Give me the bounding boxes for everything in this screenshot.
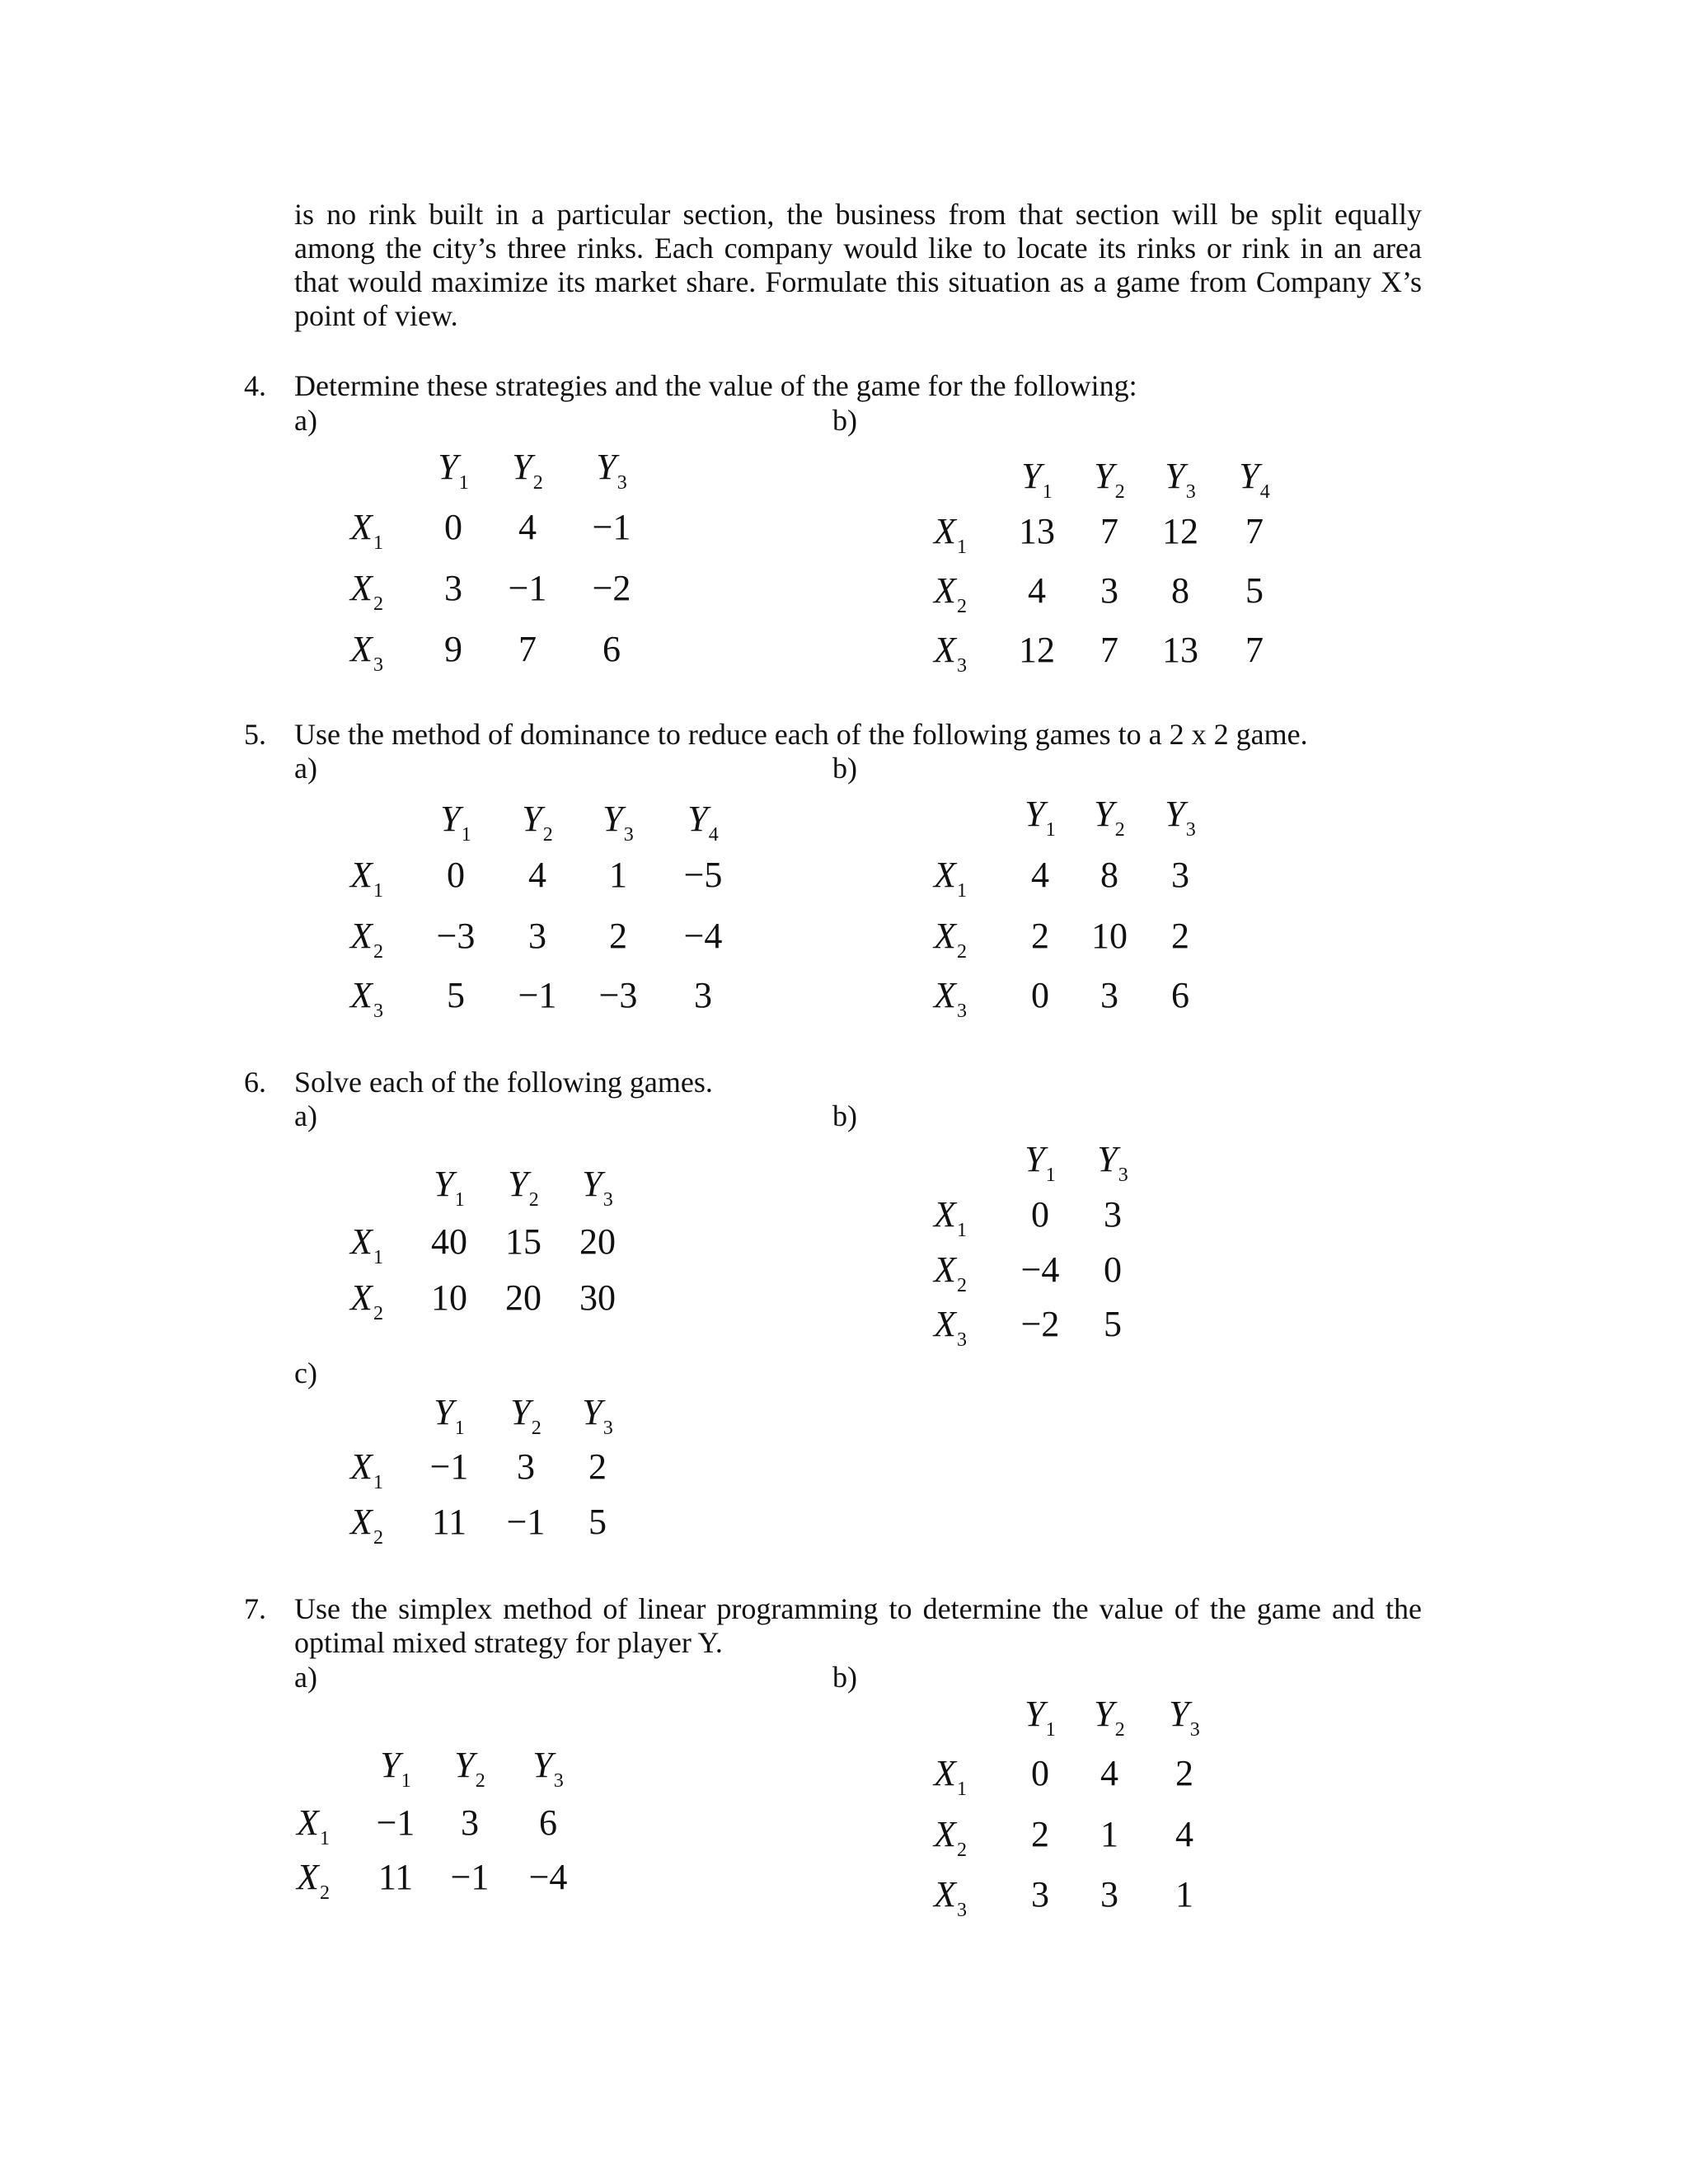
row-header: $X_1$ <box>934 855 967 902</box>
column-header: $Y_3$ <box>603 799 634 846</box>
payoff-cell: 2 <box>1175 1753 1193 1793</box>
payoff-cell: 7 <box>1100 511 1118 551</box>
payoff-cell: 7 <box>518 629 537 669</box>
column-header: $Y_3$ <box>1165 456 1196 503</box>
payoff-cell: 0 <box>444 507 462 547</box>
payoff-cell: 3 <box>694 975 712 1015</box>
payoff-cell: 20 <box>579 1221 616 1262</box>
payoff-cell: 9 <box>444 629 462 669</box>
payoff-cell: −5 <box>683 855 723 895</box>
question-4-text: Determine these strategies and the value of the game for the following: <box>294 369 1137 402</box>
row-header: $X_1$ <box>297 1802 330 1849</box>
question-7-line: Use the simplex method of linear programming to determine the value of the game and the <box>294 1592 1422 1625</box>
payoff-cell: 5 <box>588 1502 607 1542</box>
payoff-cell: 12 <box>1019 630 1055 670</box>
row-header: $X_2$ <box>934 570 967 617</box>
payoff-cell: 4 <box>1175 1814 1193 1854</box>
payoff-cell: 4 <box>1100 1753 1118 1793</box>
question-6-number: 6. <box>244 1066 266 1099</box>
payoff-cell: 15 <box>505 1221 542 1262</box>
question-5b-label: b) <box>832 752 857 785</box>
row-header: $X_1$ <box>350 1221 383 1268</box>
payoff-cell: 8 <box>1171 570 1189 611</box>
row-header: $X_2$ <box>350 1502 383 1549</box>
payoff-cell: 3 <box>1104 1194 1122 1235</box>
payoff-cell: −1 <box>429 1446 469 1487</box>
question-7b-label: b) <box>832 1661 857 1694</box>
row-header: $X_3$ <box>350 629 383 676</box>
column-header: $Y_1$ <box>438 447 469 494</box>
row-header: $X_1$ <box>934 1753 967 1800</box>
question-5-text: Use the method of dominance to reduce each of the following games to a 2 x 2 game. <box>294 718 1308 751</box>
payoff-cell: −1 <box>506 1502 546 1542</box>
question-7-number: 7. <box>244 1592 266 1625</box>
column-header: $Y_2$ <box>510 1392 542 1439</box>
question-5a-label: a) <box>294 752 317 785</box>
row-header: $X_2$ <box>934 1814 967 1861</box>
column-header: $Y_1$ <box>1025 794 1056 841</box>
column-header: $Y_3$ <box>1097 1139 1128 1186</box>
payoff-cell: −4 <box>1020 1249 1060 1290</box>
payoff-cell: −3 <box>436 916 476 956</box>
payoff-cell: 5 <box>1104 1304 1122 1344</box>
payoff-cell: 7 <box>1100 630 1118 670</box>
payoff-cell: −1 <box>592 507 631 547</box>
row-header: $X_3$ <box>350 975 383 1022</box>
payoff-cell: 1 <box>609 855 627 895</box>
payoff-cell: 4 <box>1031 855 1049 895</box>
payoff-cell: 20 <box>505 1277 542 1318</box>
payoff-cell: −1 <box>450 1857 490 1897</box>
payoff-cell: 10 <box>431 1277 467 1318</box>
question-5-number: 5. <box>244 718 266 751</box>
column-header: $Y_1$ <box>1025 1139 1056 1186</box>
payoff-cell: 12 <box>1162 511 1198 551</box>
payoff-cell: 3 <box>528 916 546 956</box>
payoff-cell: 0 <box>1031 975 1049 1015</box>
column-header: $Y_2$ <box>1094 1694 1125 1741</box>
column-header: $Y_2$ <box>522 799 553 846</box>
column-header: $Y_3$ <box>1165 794 1196 841</box>
intro-line: among the city’s three rinks. Each company would like to locate its rinks or rink in an area <box>294 232 1422 265</box>
column-header: $Y_3$ <box>1169 1694 1200 1741</box>
question-7-line: optimal mixed strategy for player Y. <box>294 1626 723 1659</box>
column-header: $Y_1$ <box>1021 456 1053 503</box>
payoff-cell: 4 <box>518 507 537 547</box>
payoff-cell: 6 <box>539 1802 557 1843</box>
payoff-cell: 8 <box>1100 855 1118 895</box>
payoff-cell: −1 <box>518 975 557 1015</box>
row-header: $X_1$ <box>934 1194 967 1241</box>
payoff-cell: −4 <box>528 1857 568 1897</box>
payoff-cell: 7 <box>1245 511 1264 551</box>
row-header: $X_2$ <box>297 1857 330 1904</box>
payoff-cell: 4 <box>1028 570 1046 611</box>
column-header: $Y_1$ <box>440 799 471 846</box>
column-header: $Y_2$ <box>512 447 543 494</box>
question-7-text <box>294 1592 1422 1660</box>
payoff-cell: −1 <box>376 1802 415 1843</box>
payoff-cell: 2 <box>1031 1814 1049 1854</box>
payoff-cell: 6 <box>1171 975 1189 1015</box>
payoff-cell: −4 <box>683 916 723 956</box>
question-6c-label: c) <box>294 1357 317 1390</box>
row-header: $X_2$ <box>934 1249 967 1296</box>
payoff-cell: 0 <box>1031 1194 1049 1235</box>
payoff-cell: 1 <box>1175 1874 1193 1915</box>
payoff-cell: −2 <box>592 568 631 608</box>
question-6-text: Solve each of the following games. <box>294 1066 713 1099</box>
payoff-cell: 13 <box>1019 511 1055 551</box>
row-header: $X_2$ <box>934 916 967 963</box>
payoff-cell: 3 <box>517 1446 535 1487</box>
question-7a-label: a) <box>294 1661 317 1694</box>
payoff-cell: 3 <box>1100 1874 1118 1915</box>
row-header: $X_3$ <box>934 975 967 1022</box>
column-header: $Y_1$ <box>434 1164 465 1211</box>
payoff-cell: 2 <box>609 916 627 956</box>
column-header: $Y_1$ <box>434 1392 465 1439</box>
payoff-cell: 10 <box>1091 916 1128 956</box>
row-header: $X_1$ <box>934 511 967 558</box>
payoff-cell: 11 <box>431 1502 467 1542</box>
question-4-number: 4. <box>244 369 266 402</box>
question-4b-label: b) <box>832 404 857 437</box>
column-header: $Y_4$ <box>687 799 719 846</box>
payoff-cell: −1 <box>508 568 547 608</box>
payoff-cell: 11 <box>377 1857 414 1897</box>
column-header: $Y_1$ <box>380 1745 411 1792</box>
payoff-cell: −3 <box>598 975 638 1015</box>
column-header: $Y_3$ <box>532 1745 564 1792</box>
payoff-cell: 3 <box>1171 855 1189 895</box>
intro-line: point of view. <box>294 299 458 332</box>
payoff-cell: 3 <box>1100 570 1118 611</box>
column-header: $Y_4$ <box>1239 456 1270 503</box>
intro-paragraph <box>294 198 1422 333</box>
payoff-cell: 2 <box>1171 916 1189 956</box>
payoff-cell: 2 <box>1031 916 1049 956</box>
payoff-cell: 30 <box>579 1277 616 1318</box>
row-header: $X_2$ <box>350 916 383 963</box>
row-header: $X_1$ <box>350 1446 383 1493</box>
intro-line: that would maximize its market share. Formulate this situation as a game from Company X’s <box>294 265 1422 298</box>
row-header: $X_2$ <box>350 1277 383 1324</box>
column-header: $Y_3$ <box>596 447 627 494</box>
payoff-cell: 3 <box>461 1802 479 1843</box>
payoff-cell: 2 <box>588 1446 607 1487</box>
row-header: $X_3$ <box>934 630 967 677</box>
column-header: $Y_3$ <box>582 1392 613 1439</box>
column-header: $Y_2$ <box>508 1164 539 1211</box>
payoff-cell: 1 <box>1100 1814 1118 1854</box>
payoff-cell: 0 <box>1104 1249 1122 1290</box>
payoff-cell: 0 <box>447 855 465 895</box>
payoff-cell: 3 <box>1100 975 1118 1015</box>
row-header: $X_1$ <box>350 855 383 902</box>
row-header: $X_3$ <box>934 1874 967 1921</box>
question-4a-label: a) <box>294 404 317 437</box>
column-header: $Y_2$ <box>454 1745 485 1792</box>
payoff-cell: 5 <box>447 975 465 1015</box>
question-6a-label: a) <box>294 1099 317 1132</box>
payoff-cell: 6 <box>603 629 621 669</box>
column-header: $Y_2$ <box>1094 794 1125 841</box>
payoff-cell: 13 <box>1162 630 1198 670</box>
payoff-cell: −2 <box>1020 1304 1060 1344</box>
column-header: $Y_3$ <box>582 1164 613 1211</box>
row-header: $X_3$ <box>934 1304 967 1351</box>
payoff-cell: 7 <box>1245 630 1264 670</box>
payoff-cell: 4 <box>528 855 546 895</box>
payoff-cell: 5 <box>1245 570 1264 611</box>
payoff-cell: 0 <box>1031 1753 1049 1793</box>
payoff-cell: 3 <box>1031 1874 1049 1915</box>
payoff-cell: 3 <box>444 568 462 608</box>
payoff-cell: 40 <box>431 1221 467 1262</box>
row-header: $X_2$ <box>350 568 383 615</box>
row-header: $X_1$ <box>350 507 383 554</box>
intro-line: is no rink built in a particular section, the business from that section will be split equally <box>294 198 1422 231</box>
question-6b-label: b) <box>832 1099 857 1132</box>
column-header: $Y_1$ <box>1025 1694 1056 1741</box>
column-header: $Y_2$ <box>1094 456 1125 503</box>
